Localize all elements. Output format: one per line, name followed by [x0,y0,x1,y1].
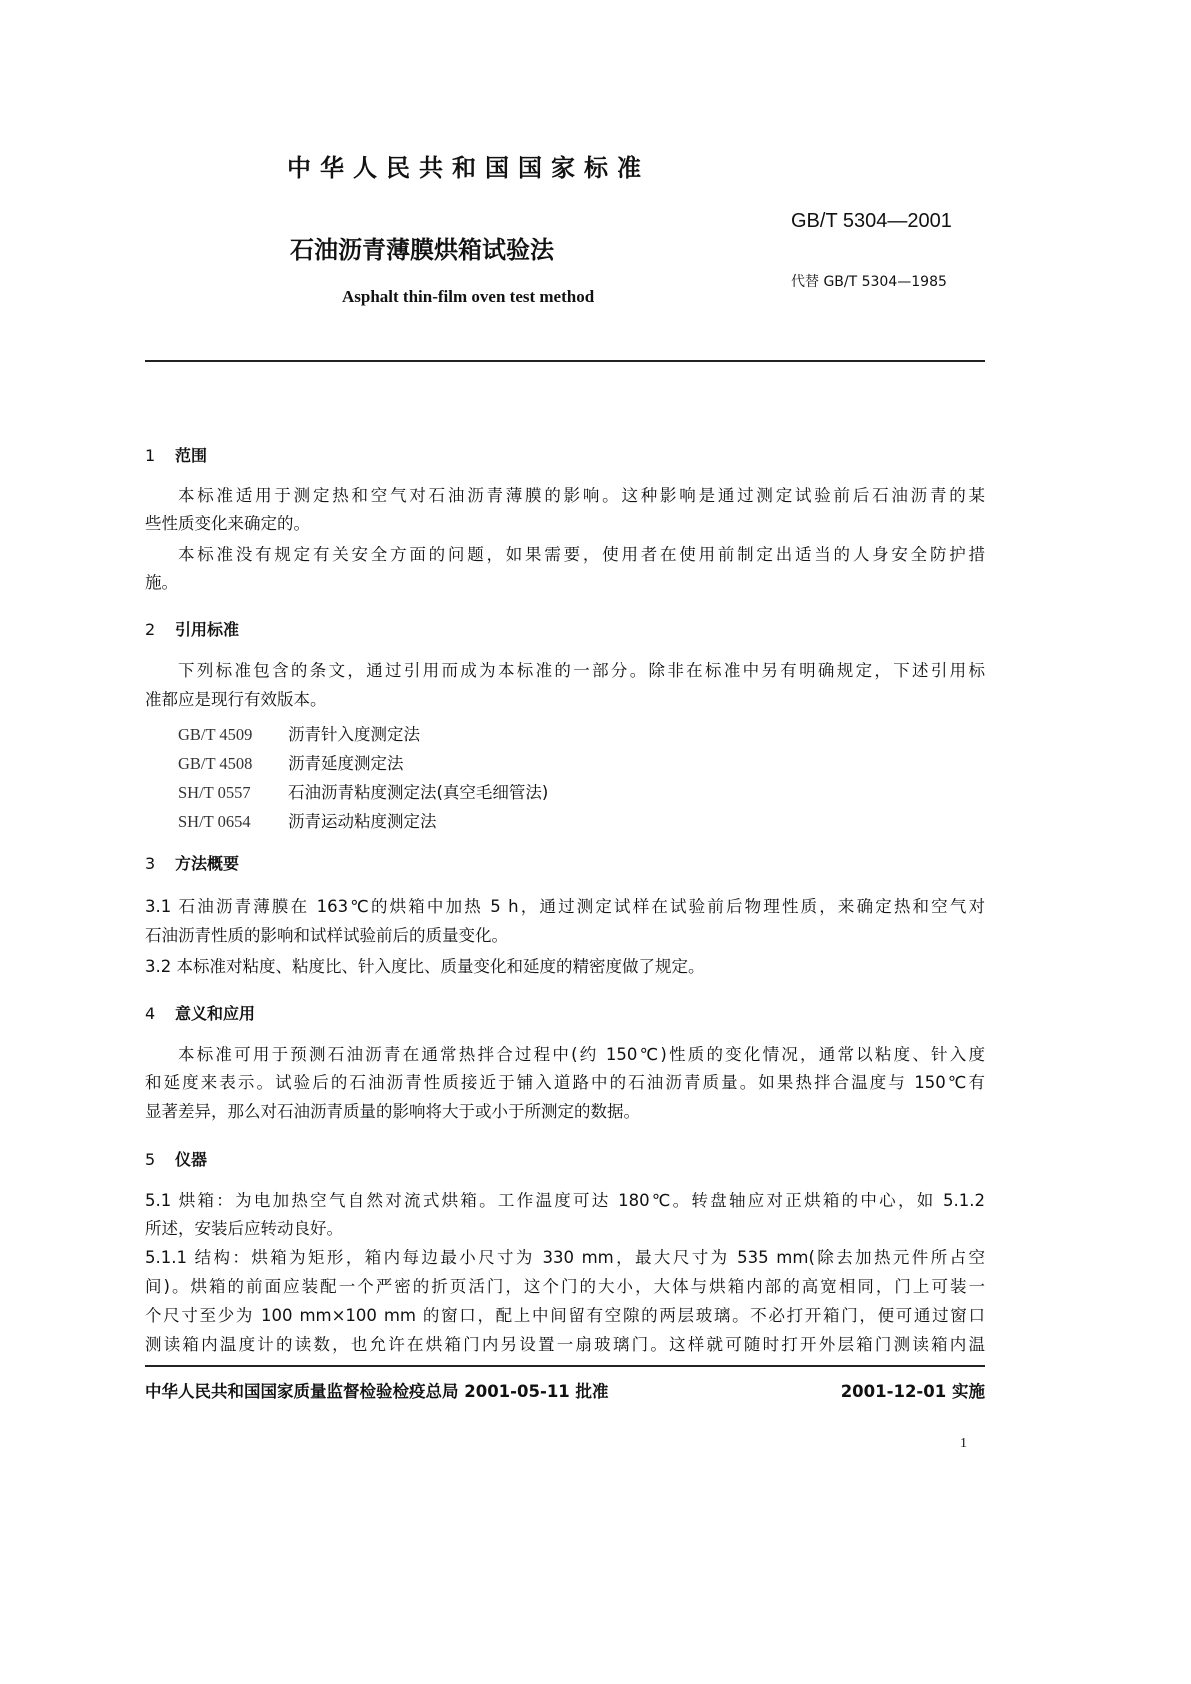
reference-code: GB/T 4508 [178,754,253,773]
section-number: 1 [145,446,156,465]
paragraph-line: 5.1.1 结构：烘箱为矩形，箱内每边最小尺寸为 330 mm，最大尺寸为 535 mm(除去加热元件所占空 [145,1248,985,1267]
section-title: 仪器 [175,1150,208,1169]
paragraph-line: 3.2 本标准对粘度、粘度比、针入度比、质量变化和延度的精密度做了规定。 [145,957,705,976]
title-en: Asphalt thin-film oven test method [342,287,595,306]
reference-item [178,721,420,745]
paragraph-line: 施。 [145,573,178,592]
section-number: 3 [145,854,156,873]
paragraph-line: 间)。烘箱的前面应装配一个严密的折页活门，这个门的大小，大体与烘箱内部的高宽相同，门上可装一 [145,1277,985,1296]
section-4-heading [145,1001,255,1024]
reference-code: SH/T 0654 [178,812,251,831]
section-title: 引用标准 [175,620,240,639]
paragraph-line: 3.1 石油沥青薄膜在 163℃的烘箱中加热 5 h，通过测定试样在试验前后物理性质，来确定热和空气对 [145,897,985,916]
section-title: 方法概要 [175,854,240,873]
approval-note: 中华人民共和国国家质量监督检验检疫总局 2001-05-11 批准 [145,1382,609,1401]
paragraph-line: 个尺寸至少为 100 mm×100 mm 的窗口，配上中间留有空隙的两层玻璃。不必打开箱门，便可通过窗口 [145,1306,985,1325]
reference-name: 沥青针入度测定法 [288,725,420,744]
replaces-note: 代替 GB/T 5304—1985 [791,274,947,290]
paragraph-line: 本标准没有规定有关安全方面的问题，如果需要，使用者在使用前制定出适当的人身安全防护措 [178,545,985,564]
section-number: 4 [145,1004,156,1023]
effective-date: 2001-12-01 实施 [840,1382,985,1401]
section-number: 5 [145,1150,156,1169]
page-number: 1 [960,1436,967,1451]
reference-code: GB/T 4509 [178,725,253,744]
standard-number: GB/T 5304—2001 [791,210,952,232]
section-3-heading [145,851,239,874]
title-cn: 石油沥青薄膜烘箱试验法 [290,236,554,264]
paragraph-line: 些性质变化来确定的。 [145,514,310,533]
reference-name: 沥青延度测定法 [288,754,404,773]
paragraph-line: 和延度来表示。试验后的石油沥青性质接近于铺入道路中的石油沥青质量。如果热拌合温度与 150℃有 [145,1073,985,1092]
paragraph-line: 显著差异，那么对石油沥青质量的影响将大于或小于所测定的数据。 [145,1102,640,1121]
paragraph-line: 5.1 烘箱：为电加热空气自然对流式烘箱。工作温度可达 180℃。转盘轴应对正烘箱的中心，如 5.1.2 [145,1191,985,1210]
reference-code: SH/T 0557 [178,783,251,802]
paragraph-line: 本标准可用于预测石油沥青在通常热拌合过程中(约 150℃)性质的变化情况，通常以粘度、针入度 [178,1045,985,1064]
paragraph-line: 石油沥青性质的影响和试样试验前后的质量变化。 [145,926,508,945]
footer-rule [145,1365,985,1367]
org-title: 中华人民共和国国家标准 [287,154,650,182]
section-title: 范围 [175,446,208,465]
paragraph-line: 本标准适用于测定热和空气对石油沥青薄膜的影响。这种影响是通过测定试验前后石油沥青的某 [178,486,985,505]
reference-item [178,779,548,803]
header-rule [145,360,985,362]
reference-item [178,808,437,832]
reference-name: 沥青运动粘度测定法 [288,812,437,831]
reference-name: 石油沥青粘度测定法(真空毛细管法) [288,783,549,802]
section-5-heading [145,1147,207,1170]
paragraph-line: 下列标准包含的条文，通过引用而成为本标准的一部分。除非在标准中另有明确规定，下述引用标 [178,661,985,680]
section-1-heading [145,443,207,466]
paragraph-line: 测读箱内温度计的读数，也允许在烘箱门内另设置一扇玻璃门。这样就可随时打开外层箱门测读箱内温 [145,1335,985,1354]
section-title: 意义和应用 [175,1004,256,1023]
paragraph-line: 准都应是现行有效版本。 [145,690,327,709]
section-2-heading [145,617,239,640]
section-number: 2 [145,620,156,639]
reference-item [178,750,404,774]
paragraph-line: 所述，安装后应转动良好。 [145,1219,343,1238]
